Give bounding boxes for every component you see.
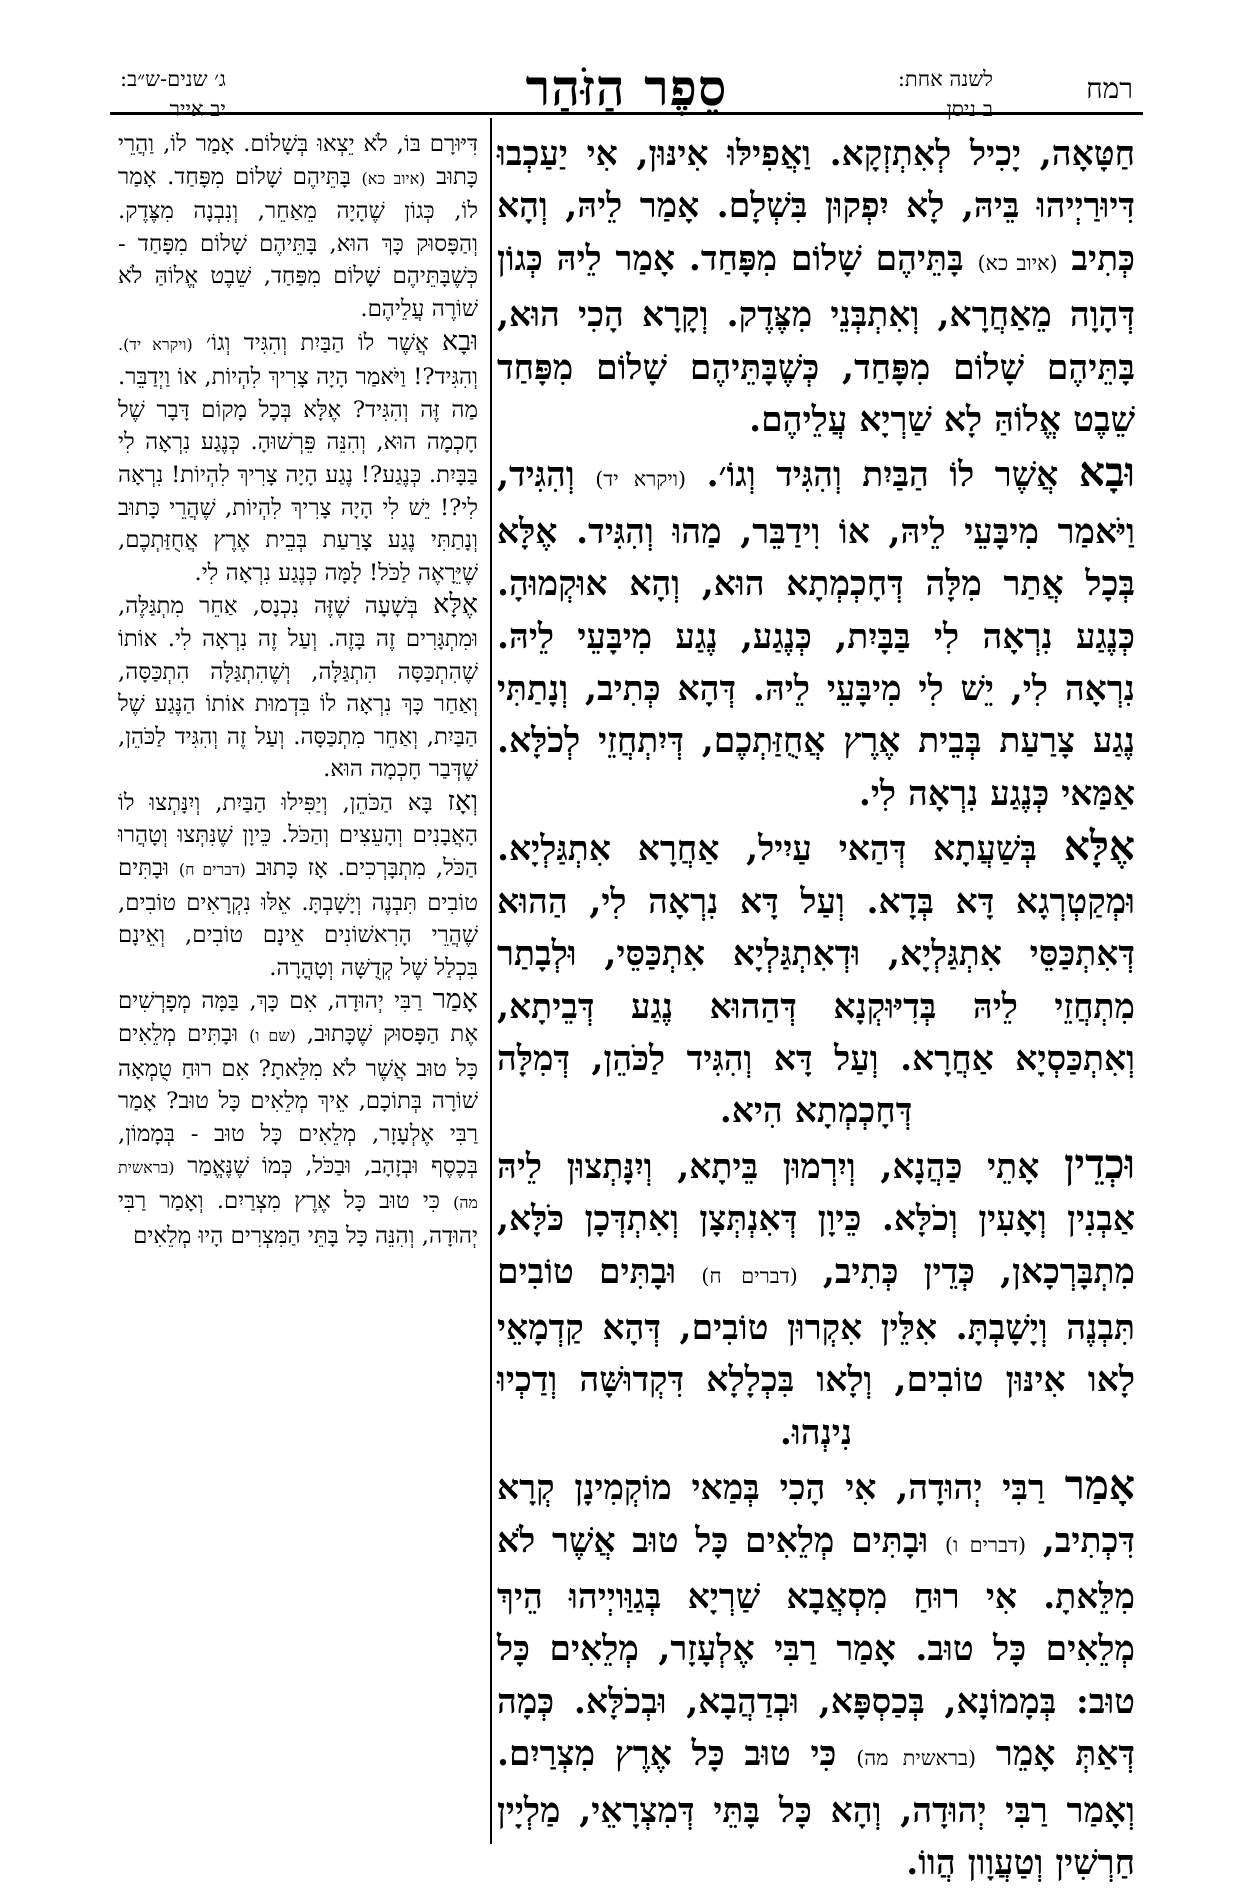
three-year-cycle-info [120,64,226,124]
side-paragraph-4: וְאָז בָּא הַכֹּהֵן, וְיַפִּילוּ הַבַּיִת, וְיִנָּתְצוּ לוֹ הָאֲבָנִים וְהָעֵצִים וְהַכֹּל. כֵּיוָן שֶׁנִּתְּצוּ וְטָהֲרוּ הַכֹּל, מִתְבָּרְכִים. אָז כָּתוּב (דברים ח) וּבָתִּים טוֹבִים תִּבְנֶה וְיָשָׁבְתָּ. אֵלּוּ נִקְרָאִים טוֹבִים, שֶׁהֲרֵי הָרִאשׁוֹנִים אֵינָם טוֹבִים, וְאֵינָם בִּכְלַל שֶׁל קְדֻשָּׁה וְטָהֳרָה. [118,785,479,981]
main-paragraph-1: חַטָּאָה, יָכִיל לְאִתְזְקָא. וַאֲפִילּוּ אִינּוּן, אִי יַעַכְבוּ דִּיוּרַיְיהוּ בֵּיהּ, לָא יִפְקוּן בִּשְׁלָם. אָמַר לֵיהּ, וְהָא כְּתִיב (איוב כא) בָּתֵּיהֶם שָׁלוֹם מִפָּחַד. אָמַר לֵיהּ כְּגוֹן דְּהָוָה מֵאַחֲרָא, וְאִתְבְּנֵי מִצֶּדֶק. וְקָרָא הָכִי הוּא, בָּתֵּיהֶם שָׁלוֹם מִפָּחַד, כְּשֶׁבָּתֵּיהֶם שָׁלוֹם מִפָּחַד שֵׁבֶט אֱלוֹהַּ לָא שַׁרְיָא עֲלֵיהֶם. [497,134,1135,441]
three-year-cycle-label: ג׳ שנים-ש״ב: [120,67,226,91]
verse-reference: (איוב כא) [977,250,1058,275]
book-title: סֵפֶר הַזֹּהַר [525,58,728,117]
verse-reference: (דברים ו) [944,1532,1027,1557]
paragraph-opening-word: אֶלָּא [433,589,478,621]
paragraph-opening-word: אָמַר [1064,1461,1135,1510]
main-paragraph-4: וּכְדֵין אָתֵי כַּהֲנָא, וְיִרְמוּן בֵּיתָא, וְיִנָּתְצוּן לֵיהּ אַבְנִין וְאָעִין וְכֹלָּא. כֵּיוָן דְּאִנְתְּצָן וְאִתְדְּכָן כֹּלָּא, מִתְבָּרְכָאן, כְּדֵין כְּתִיב, (דברים ח) וּבָתִּים טוֹבִים תִּבְנֶה וְיָשָׁבְתָּ. אִלֵּין אִקְרוּן טוֹבִים, דְּהָא קַדְמָאֵי לָאו אִינּוּן טוֹבִים, וְלָאו בִּכְלָלָא דִּקְדוּשָּׁה וְדַכְיוּ נִינְהוּ. [497,1139,1135,1453]
side-paragraph-5: אָמַר רַבִּי יְהוּדָה, אִם כָּךְ, בַּמָּה מְפָרְשִׁים אֶת הַפָּסוּק שֶׁכָּתוּב, (שם ו) וּבָתִּים מְלֵאִים כָּל טוּב אֲשֶׁר לֹא מִלֵּאתָ? אִם רוּחַ טֻמְאָה שׁוֹרָה בְּתוֹכָם, אֵיךְ מְלֵאִים כָּל טוּב? אָמַר רַבִּי אֶלְעָזָר, מְלֵאִים כָּל טוּב - בְּמָמוֹן, בְּכֶסֶף וּבְזָהָב, וּבַכֹּל, כְּמוֹ שֶׁנֶּאֱמַר (בראשית מה) כִּי טוּב כָּל אֶרֶץ מִצְרַיִם. וְאָמַר רַבִּי יְהוּדָה, וְהִנֵּה כָּל בָּתֵּי הַמִּצְרִים הָיוּ מְלֵאִים [118,984,479,1249]
verse-reference: (ויקרא יד). [118,334,193,354]
verse-reference: (בראשית מה) [856,1746,977,1771]
verse-reference: (שם ו) [249,1026,296,1046]
paragraph-opening-word: וְאָז [447,785,478,817]
three-year-cycle-date: יב אייר [169,97,226,121]
paragraph-opening-word: וּבָא [1078,448,1135,497]
verse-reference: (ויקרא יד) [595,467,687,492]
paragraph-opening-word: וּבָא [442,325,478,357]
translation-column [118,128,478,1840]
one-year-cycle-date: ב ניסן [946,97,993,121]
paragraph-opening-word: אָמַר [432,984,479,1016]
main-paragraph-5: אָמַר רַבִּי יְהוּדָה, אִי הָכִי בְּמַאי מוֹקְמִינָן קְרָא דִּכְתִיב, (דברים ו) וּבָתִּים מְלֵאִים כָּל טוּב אֲשֶׁר לֹא מִלֵּאתָ. אִי רוּחַ מִסְאֲבָא שַׁרְיָא בְּגַוַּויְיהוּ הֵיךְ מְלֵאִים כָּל טוּב. אָמַר רַבִּי אֶלְעָזָר, מְלֵאִים כָּל טוּב: בְּמָמוֹנָא, בְּכַסְפָּא, וּבְדַהֲבָא, וּבְכֹלָּא. כְּמָה דְּאַתְּ אָמֵר (בראשית מה) כִּי טוּב כָּל אֶרֶץ מִצְרַיִם. וְאָמַר רַבִּי יְהוּדָה, וְהָא כָּל בָּתֵּי דְּמִצְרָאֵי, מַלְיָין חַרְשִׁין וְטַעֲוָון הֲווֹ. [497,1461,1135,1883]
main-paragraph-2: וּבָא אֲשֶׁר לוֹ הַבַּיִת וְהִגִּיד וְגוֹ׳. (ויקרא יד) וְהִגִּיד, וַיֹּאמַר מִיבָּעֵי לֵיהּ, אוֹ וִידַבֵּר, מַהוּ וְהִגִּיד. אֶלָּא בְּכָל אֲתַר מִלָּה דְּחָכְמְתָא הוּא, וְהָא אוּקְמוּהָ. כְּנֶגַע נִרְאָה לִי בַּבָּיִת, כְּנֶגַע, נֶגַע מִיבָּעֵי לֵיהּ. נִרְאָה לִי, יֵשׁ לִי מִיבָּעֵי לֵיהּ. דְּהָא כְּתִיב, וְנָתַתִּי נֶגַע צָרַעַת בְּבֵית אֶרֶץ אֲחֻזַּתְכֶם, דְּיִתְחֲזֵי לְכֹלָּא. אַמַּאי כְּנֶגַע נִרְאָה לִי. [497,448,1135,814]
paragraph-opening-word: וּכְדֵין [1064,1139,1135,1188]
verse-reference: (דברים ח) [701,1263,798,1288]
side-paragraph-2: וּבָא אֲשֶׁר לוֹ הַבַּיִת וְהִגִּיד וְגוֹ׳ (ויקרא יד). וְהִגִּיד?! וַיֹּאמַר הָיָה צָרִיךְ לִהְיוֹת, אוֹ וַיְדַבֵּר. מַה זֶּה וְהִגִּיד? אֶלָּא בְּכָל מָקוֹם דָּבָר שֶׁל חָכְמָה הוּא, וְהִנֵּה פֵּרְשׁוּהָ. כְּנֶגַע נִרְאָה לִי בַּבָּיִת. כְּנֶגַע?! נֶגַע הָיָה צָרִיךְ לִהְיוֹת! נִרְאָה לִי?! יֵשׁ לִי הָיָה צָרִיךְ לִהְיוֹת, שֶׁהֲרֵי כָּתוּב וְנָתַתִּי נֶגַע צָרַעַת בְּבֵית אֶרֶץ אֲחֻזַּתְכֶם, שֶׁיֵּרָאֶה לַכֹּל! לָמָּה כְּנֶגַע נִרְאָה לִי. [118,325,478,586]
side-paragraph-3: אֶלָּא בְּשָׁעָה שֶׁזֶּה נִכְנָס, אַחֵר מִתְגַּלֶּה, וּמִתְגָּרִים זֶה בָּזֶה. וְעַל זֶה נִרְאָה לִי. אוֹתוֹ שֶׁהִתְכַּסָּה הִתְגַּלָּה, וְשֶׁהִתְגַּלָּה הִתְכַּסָּה, וְאַחַר כָּךְ נִרְאָה לוֹ בִּדְמוּת אוֹתוֹ הַנֶּגַע שֶׁל הַבַּיִת, וְאַחֵר מִתְכַּסָּה. וְעַל זֶה וְהִגִּיד לַכֹּהֵן, שֶׁדְּבַר חָכְמָה הוּא. [118,589,478,783]
paragraph-opening-word: אֶלָּא [1063,822,1136,871]
verse-reference: (בראשית מה) [118,1158,478,1212]
main-paragraph-3: אֶלָּא בְּשַׁעֲתָא דְּהַאי עַיִיל, אַחֲרָא אִתְגַּלְיָא. וּמְקַטְרְגָא דָּא בְּדָא. וְעַל דָּא נִרְאָה לִי, הַהוּא דְּאִתְכַּסֵּי אִתְגַּלְיָא, וּדְאִתְגַּלְיָא אִתְכַּסֵּי, וּלְבָתַר מִתְחֲזֵי לֵיהּ בְּדִיּוּקְנָא דְּהַהוּא נֶגַע דְּבֵיתָא, וְאִתְכַּסְיָא אַחֲרָא. וְעַל דָּא וְהִגִּיד לַכֹּהֵן, דְּמִלָּה דְּחָכְמְתָא הִיא. [497,822,1136,1132]
verse-reference: (איוב כא) [361,168,426,188]
verse-reference: (דברים ח) [178,860,246,880]
main-text-column [497,128,1136,1883]
page-number: רמח [1086,72,1133,105]
header-divider [110,112,1143,115]
column-divider [490,118,492,1844]
one-year-cycle-label: לשנה אחת: [897,67,993,91]
side-paragraph-1: דִּיּוּרָם בּוֹ, לֹא יֵצְאוּ בְּשָׁלוֹם. אָמַר לוֹ, וַהֲרֵי כָּתוּב (איוב כא) בָּתֵּיהֶם שָׁלוֹם מִפָּחַד. אָמַר לוֹ, כְּגוֹן שֶׁהָיָה מֵאַחֵר, וְנִבְנָה מִצֶּדֶק. וְהַפָּסוּק כָּךְ הוּא, בָּתֵּיהֶם שָׁלוֹם מִפָּחַד - כְּשֶׁבָּתֵּיהֶם שָׁלוֹם מִפַּחַד, שֵׁבֶט אֱלוֹהַּ לֹא שׁוֹרֶה עֲלֵיהֶם. [118,131,478,322]
